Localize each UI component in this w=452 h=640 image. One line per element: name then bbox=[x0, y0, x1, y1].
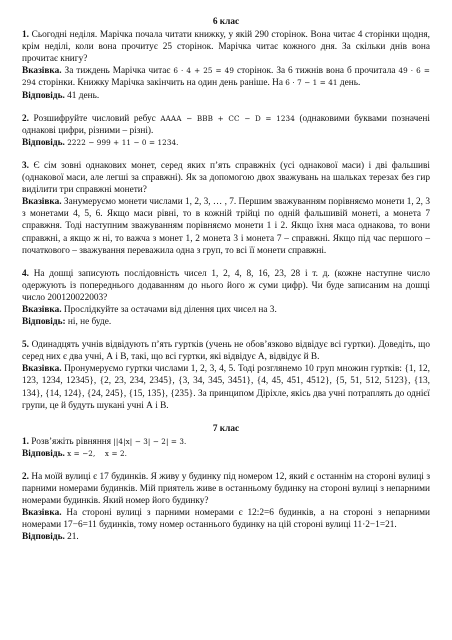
task-6-1-statement bbox=[22, 29, 430, 65]
task-7-2-answer bbox=[22, 531, 430, 543]
answer-label: Відповідь: bbox=[22, 317, 66, 328]
task-6-2 bbox=[22, 113, 430, 149]
formula-total: 49 · 6 = 294 bbox=[22, 66, 430, 88]
task-6-4 bbox=[22, 268, 430, 328]
task-6-4-statement bbox=[22, 268, 430, 304]
formula-week: 6 · 4 + 25 = 49 bbox=[173, 66, 235, 76]
task-7-2-statement bbox=[22, 471, 430, 507]
task-6-3-hint bbox=[22, 196, 430, 256]
answer-formula: 2222 − 999 + 11 − 0 = 1234. bbox=[64, 137, 179, 147]
task-text: На моїй вулиці є 17 будинків. Я живу у будинку під номером 12, який є останнім на стороні вулиці з парними номерами будинків. Мій приятель живе в останньому будинку на стороні вулиці з непарними номерами будинків. Який номер його будинку? bbox=[22, 472, 430, 507]
hint-text: За тиждень Марічка читає bbox=[61, 66, 174, 77]
hint-text: сторінок. За 6 тижнів вона б прочитала bbox=[234, 66, 399, 77]
hint-text: Прослідкуйте за остачами від ділення цих чисел на 3. bbox=[61, 304, 277, 315]
hint-text: день. bbox=[337, 78, 361, 89]
task-text: Розв’яжіть рівняння bbox=[28, 436, 114, 447]
task-text: Сьогодні неділя. Марічка почала читати книжку, у якій 290 сторінок. Вона читає 4 сторінки щодня, крім неділі, коли вона прочитує 25 сторінок. Марічка читає кожного дня. За скільки днів вона прочитає книгу? bbox=[22, 30, 430, 65]
task-6-1-answer bbox=[22, 90, 430, 102]
task-6-4-hint bbox=[22, 304, 430, 316]
task-text: Розшифруйте числовий ребус bbox=[28, 113, 161, 124]
task-6-5 bbox=[22, 339, 430, 412]
task-6-1-hint bbox=[22, 65, 430, 89]
task-text: (однаковими буквами позначені однакові цифри, різними – різні). bbox=[22, 113, 430, 136]
task-6-5-statement bbox=[22, 339, 430, 363]
hint-text: На стороні вулиці з парними номерами є 12:2=6 будинків, а на стороні з непарними номерами 17−6=11 будинків, тому номер останнього будинку на цій стороні вулиці 11·2−1=21. bbox=[22, 508, 430, 531]
answer-label: Відповідь. bbox=[22, 448, 65, 459]
grade-6-heading: 6 клас bbox=[212, 17, 240, 27]
hint-text: сторінки. Книжку Марічка закінчить на один день раніше. На bbox=[36, 78, 286, 89]
answer-label: Відповідь. bbox=[22, 532, 65, 543]
task-6-2-statement bbox=[22, 113, 430, 137]
hint-label: Вказівка. bbox=[22, 197, 62, 208]
task-6-5-hint bbox=[22, 363, 430, 411]
task-text: Одинадцять учнів відвідують п’ять гуртків (учень не обов’язково відвідує всі гуртки). Доведіть, що серед них є два учні, А і В, такі, що всі гуртки, які відвідує А, відвідує й В. bbox=[22, 340, 430, 363]
answer-label: Відповідь. bbox=[22, 137, 65, 148]
task-6-1 bbox=[22, 29, 430, 102]
task-6-4-answer bbox=[22, 316, 430, 328]
hint-text: Занумеруємо монети числами 1, 2, 3, … , 7. Першим зважуванням порівняємо монети 1, 2, 3 з монетами 4, 5, 6. Якщо маси рівні, то в кожній трійці по одній фальшивій монеті, а монета 7 справжня. Тоді наступним зважуванням порівняємо монети 1 і 2. Якщо їхня маса однакова, то вони справжні, а якщо ж ні, то важча з монет 1, 2 монета 3 і монета 7 – справжні. Якщо під час першого – початкового – зважування переважила одна з груп, то всі її монети справжні. bbox=[22, 197, 430, 256]
task-7-1 bbox=[22, 436, 430, 460]
task-number: 4. bbox=[22, 268, 29, 279]
answer-text: 41 день. bbox=[64, 90, 100, 101]
task-number: 2. bbox=[22, 472, 29, 482]
hint-text: Пронумеруємо гуртки числами 1, 2, 3, 4, 5. Тоді розглянемо 10 груп множин гуртків: {1, 12, 123, 1234, 12345}, {2, 23, 234, 2345}, {3, 34, 345, 3451}, {4, 45, 451, 4512}, {5, 51, 512, 5123}, {13, 134}, {14, 124}, {24, 245}, {15, 135}, {235}. За принципом Діріхле, якісь два учні потраплять до однієї групи, це й будуть шукані учні А і В. bbox=[22, 364, 430, 411]
hint-label: Вказівка. bbox=[22, 508, 62, 519]
answer-formula: x = −2, x = 2. bbox=[67, 448, 128, 458]
task-number: 1. bbox=[22, 30, 29, 41]
task-number: 5. bbox=[22, 340, 29, 351]
hint-label: Вказівка. bbox=[22, 364, 62, 375]
task-6-3 bbox=[22, 160, 430, 257]
hint-label: Вказівка. bbox=[22, 66, 62, 77]
grade-7-heading: 7 клас bbox=[212, 423, 240, 434]
task-number: 2. bbox=[22, 113, 29, 124]
task-7-1-answer bbox=[22, 448, 430, 460]
answer-text: 21. bbox=[64, 532, 79, 543]
answer-text: ні, не буде. bbox=[65, 317, 112, 328]
equation-formula: ||4|x| − 3| − 2| = 3. bbox=[113, 436, 187, 446]
formula-days: 6 · 7 − 1 = 41 bbox=[285, 78, 338, 88]
task-text: Є сім зовні однакових монет, серед яких п’ять справжніх (усі однакової маси) і дві фальшиві (однакової маси, але легші за справжні). Як за допомогою двох зважувань на шальках терезах без гир виділити три справжні монети? bbox=[22, 160, 430, 196]
task-number: 3. bbox=[22, 160, 29, 171]
task-7-2 bbox=[22, 471, 430, 544]
answer-label: Відповідь. bbox=[22, 90, 65, 101]
task-text: На дошці записують послідовність чисел 1, 2, 4, 8, 16, 23, 28 і т. д. (кожне наступне число одержують із попереднього додаванням до нього його ж суми цифр). Чи буде записаним на дошці число 200120022003? bbox=[22, 268, 430, 303]
task-6-2-answer bbox=[22, 137, 430, 149]
task-6-3-statement bbox=[22, 160, 430, 196]
task-7-2-hint bbox=[22, 507, 430, 531]
task-number: 1. bbox=[22, 436, 29, 447]
task-7-1-statement bbox=[22, 436, 430, 448]
hint-label: Вказівка. bbox=[22, 304, 62, 315]
rebus-formula: AAAA − BBB + CC − D = 1234 bbox=[160, 113, 295, 123]
